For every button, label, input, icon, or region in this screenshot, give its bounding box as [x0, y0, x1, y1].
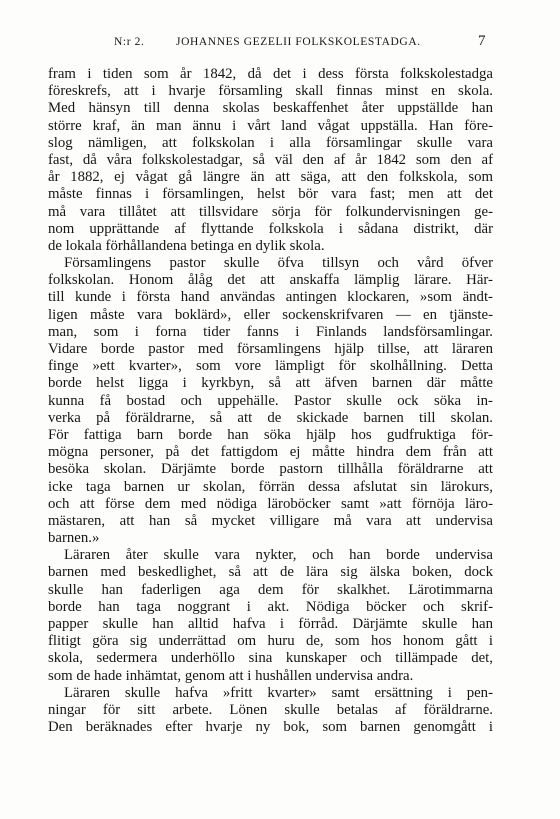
text-line: borde helst ligga i kyrkbyn, så att äfven barnen där måtte: [48, 375, 493, 392]
text-line: Vidare borde pastor med församlingens hjälp tillse, att läraren: [48, 341, 493, 357]
text-line: Läraren åter skulle vara nykter, och han borde undervisa: [64, 547, 493, 564]
text-line: större kraf, än man ännu i vårt land vågat uppställa. Han före-: [48, 117, 493, 134]
text-line: måste finnas i församlingen, helst bör vara fast; men att det: [48, 186, 493, 203]
text-line: folkskolan. Honom ålåg det att anskaffa lämplig lärare. Här-: [48, 272, 493, 289]
issue-number: N:r 2.: [114, 36, 145, 48]
text-line: fast, då våra folkskolestadgar, så väl den af år 1842 som den af: [48, 151, 493, 168]
text-line: som de hade inhämtat, genom att i hushållen undervisa andra.: [48, 667, 414, 684]
text-line: finge »ett kvarter», som vore lämpligt för skolhållning. Detta: [48, 358, 493, 375]
text-line: må vara tillåtet att tillsvidare sörja för folkundervisningen ge-: [48, 203, 493, 220]
text-line: man, som i forna tider fanns i Finlands landsförsamlingar.: [48, 323, 493, 340]
text-line: skulle han faderligen aga dem för skalkhet. Lärotimmarna: [48, 581, 493, 598]
text-line: icke taga barnen ur skolan, förrän dessa afslutat sin lärokurs,: [48, 478, 493, 495]
text-line: Den beräknades efter hvarje ny bok, som barnen genomgått i: [48, 719, 493, 736]
running-title: JOHANNES GEZELII FOLKSKOLESTADGA.: [176, 36, 421, 48]
text-line: mögna personer, på det fattigdom ej måtte hindra dem från att: [48, 444, 493, 461]
text-line: barnen.»: [48, 530, 100, 547]
text-line: Församlingens pastor skulle öfva tillsyn och vård öfver: [64, 255, 493, 272]
text-line: slog nämligen, att folkskolan i alla församlingar skulle vara: [48, 134, 493, 151]
text-line: nom upprättande af flyttande folkskola i sådana distrikt, där: [48, 220, 493, 237]
text-line: ningar för sitt arbete. Lönen skulle betalas af föräldrarne.: [48, 701, 493, 718]
text-line: flitigt göra sig underrättad om huru de, som hos honom gått i: [48, 633, 493, 650]
text-line: fram i tiden som år 1842, då det i dess första folkskolestadga: [48, 66, 493, 82]
text-line: kunna få bostad och uppehälle. Pastor skulle ock söka in-: [48, 392, 493, 409]
text-line: föreskrefs, att i hvarje församling skall finnas minst en skola.: [48, 83, 493, 100]
text-line: verka på föräldrarne, så att de skickade barnen till skolan.: [48, 409, 493, 426]
text-line: de lokala förhållandena betinga en dylik skola.: [48, 237, 325, 254]
text-line: Läraren skulle hafva »fritt kvarter» samt ersättning i pen-: [64, 684, 493, 701]
text-line: och att förse dem med nödiga läroböcker samt »att förnöja läro-: [48, 495, 493, 512]
text-line: år 1882, ej vågat gå längre än att säga, att den folkskola, som: [48, 169, 493, 186]
text-line: skola, sedermera underhöllo sina kunskaper och tillämpade det,: [48, 650, 493, 667]
text-line: besöka skolan. Därjämte borde pastorn tillhålla föräldrarne att: [48, 461, 493, 478]
page-number: 7: [478, 33, 487, 49]
text-line: För fattiga barn borde han söka hjälp hos gudfruktiga för-: [48, 426, 493, 443]
text-line: mästaren, att han så mycket villigare må vara att undervisa: [48, 512, 493, 529]
text-line: barnen med beskedlighet, så att de lära sig älska boken, dock: [48, 564, 493, 581]
text-line: papper skulle han alltid hafva i förråd. Därjämte skulle han: [48, 616, 493, 632]
text-line: Med hänsyn till denna skolas beskaffenhet åter uppställde han: [48, 100, 493, 117]
text-line: till kunde i första hand användas antingen klockaren, »som ändt-: [48, 289, 493, 306]
body-text: [48, 66, 493, 736]
text-line: ligen måste vara boklärd», eller sockenskrifvaren — en tjänste-: [48, 306, 493, 323]
text-line: borde han taga noggrant i akt. Nödiga böcker och skrif-: [48, 598, 493, 615]
